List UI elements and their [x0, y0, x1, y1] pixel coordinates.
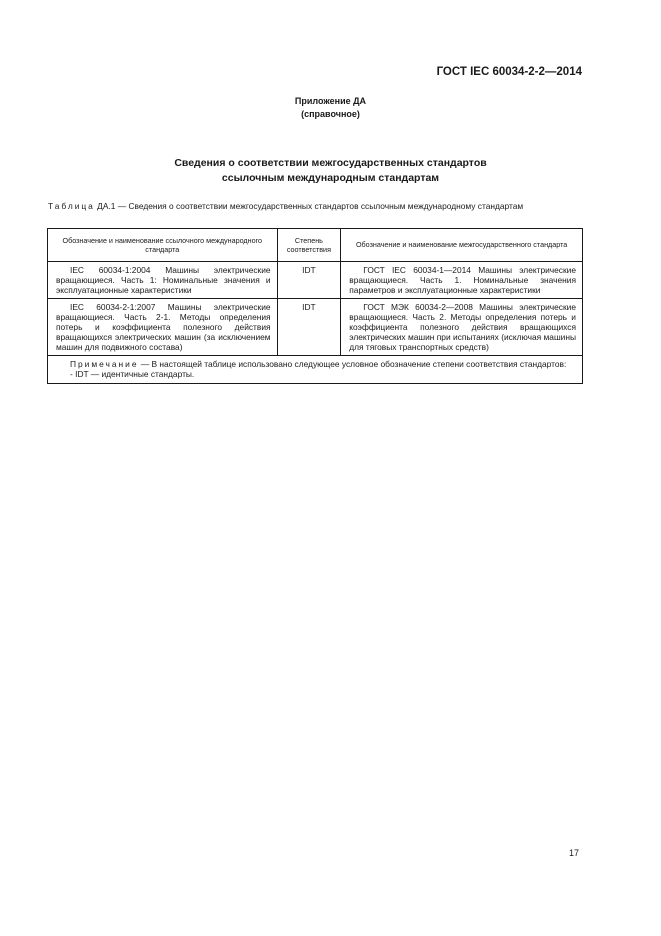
cell-degree: IDT	[277, 299, 341, 356]
note-body: — В настоящей таблице использовано следующее условное обозначение степени соответствия стандартов:	[140, 359, 567, 369]
annex-title: Приложение ДА	[294, 96, 367, 106]
annex-heading	[0, 95, 661, 121]
table-note	[48, 356, 583, 384]
table-row	[48, 262, 583, 299]
cell-interstate-standard	[341, 299, 583, 356]
table-note-row	[48, 356, 583, 384]
section-title-line-1: Сведения о соответствии межгосударственных стандартов	[174, 157, 487, 169]
document-id: ГОСТ IEC 60034-2-2—2014	[436, 66, 582, 78]
correspondence-table	[47, 228, 583, 384]
annex-status: (справочное)	[301, 109, 360, 119]
cell-text: ГОСТ IEC 60034-1—2014 Машины электрические вращающиеся. Часть 1. Номинальные значения параметров и эксплуатационные характеристики	[349, 265, 576, 295]
table-caption-label: Таблица	[48, 201, 95, 211]
header-intl-standard: Обозначение и наименование ссылочного международного стандарта	[48, 229, 278, 262]
section-title	[0, 156, 661, 186]
cell-degree: IDT	[277, 262, 341, 299]
note-label: Примечание	[70, 359, 139, 369]
cell-text: ГОСТ МЭК 60034-2—2008 Машины электрические вращающиеся. Часть 2. Методы определения потерь и коэффициента полезного действия вращающихся электрических машин при испытаниях (исключая машины для тяговых транспортных средств)	[349, 302, 576, 352]
note-text	[56, 359, 574, 369]
section-title-line-2: ссылочным международным стандартам	[221, 172, 440, 184]
cell-text: IEC 60034-1:2004 Машины электрические вращающиеся. Часть 1: Номинальные значения и эксплуатационные характеристики	[56, 265, 271, 295]
table-caption	[48, 201, 582, 211]
cell-intl-standard	[48, 262, 278, 299]
header-interstate-standard: Обозначение и наименование межгосударственного стандарта	[341, 229, 583, 262]
table-header-row	[48, 229, 583, 262]
cell-text: IEC 60034-2-1:2007 Машины электрические вращающиеся. Часть 2-1. Методы определения потерь и коэффициента полезного действия вращающихся электрических машин (за исключением машин для подвижного состава)	[56, 302, 271, 352]
table-caption-text: ДА.1 — Сведения о соответствии межгосударственных стандартов ссылочным международному стандартам	[97, 201, 524, 211]
cell-interstate-standard	[341, 262, 583, 299]
table-row	[48, 299, 583, 356]
cell-intl-standard	[48, 299, 278, 356]
header-degree: Степень соответствия	[277, 229, 341, 262]
note-item: - IDT — идентичные стандарты.	[70, 369, 195, 379]
page-number: 17	[568, 848, 579, 858]
